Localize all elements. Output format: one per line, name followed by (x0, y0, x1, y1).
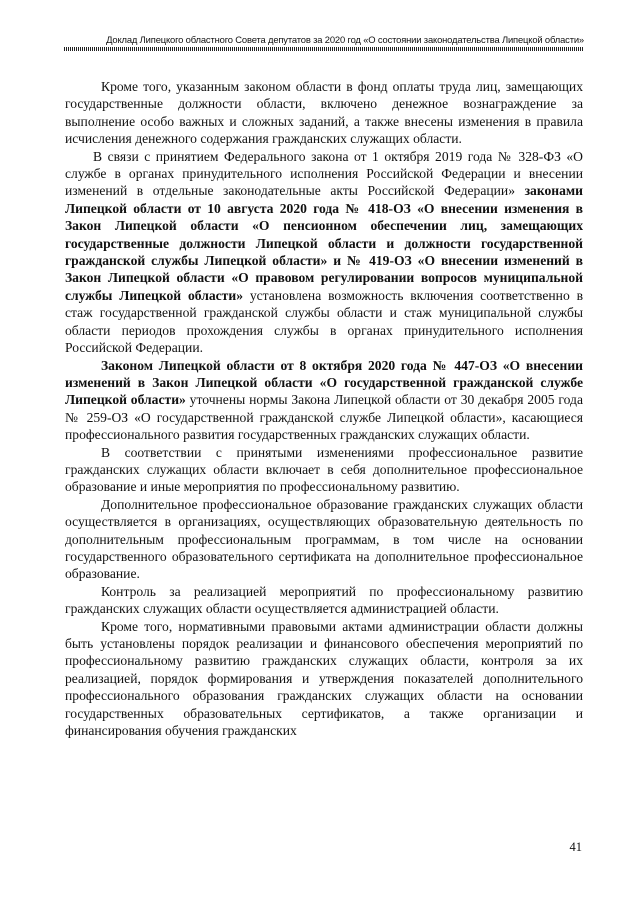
document-body (65, 78, 583, 739)
page-number: 41 (569, 840, 582, 854)
paragraph-2 (65, 148, 583, 357)
paragraph-2-conclusion: установлена возможность включения соответственно в стаж государственной гражданской службы области и стаж муниципальной службы области периодов прохождения службы в органах принудительного исполнения Российской Федерации. (65, 287, 583, 356)
paragraph-6: Контроль за реализацией мероприятий по профессиональному развитию гражданских служащих области осуществляется администрацией области. (65, 583, 583, 617)
running-header: Доклад Липецкого областного Совета депутатов за 2020 год «О состоянии законодательства Липецкой области» (106, 34, 584, 45)
paragraph-5: Дополнительное профессиональное образование гражданских служащих области осуществляется в организациях, осуществляющих образовательную деятельность по дополнительным профессиональным программам, в том числе на основании государственного образовательного сертификата на дополнительное профессиональное образование. (65, 496, 583, 582)
paragraph-3 (65, 357, 583, 444)
header-divider (64, 47, 584, 51)
paragraph-7: Кроме того, нормативными правовыми актами администрации области должны быть установлены порядок реализации и финансового обеспечения мероприятий по профессиональному развитию гражданских служащих области, контроля за их реализацией, порядок формирования и утверждения показателей дополнительного профессионального образования гражданских служащих области на основании государственных образовательных сертификатов, а также организации и финансирования обучения гражданских (65, 618, 583, 739)
paragraph-2-intro: В связи с принятием Федерального закона от 1 октября 2019 года № 328-ФЗ «О службе в органах принудительного исполнения Российской Федерации и внесении изменений в отдельные законодательные акты Российской Федерации» (65, 148, 583, 199)
paragraph-2-laws: законами Липецкой области от 10 августа 2020 года № 418-ОЗ «О внесении изменения в Закон Липецкой области «О пенсионном обеспечении лиц, замещающих государственные должности Липецкой области и должности государственной гражданской службы Липецкой области» и № 419-ОЗ «О внесении изменений в Закон Липецкой области «О правовом регулировании вопросов муниципальной службы Липецкой области» (65, 183, 583, 303)
paragraph-4: В соответствии с принятыми изменениями профессиональное развитие гражданских служащих области включает в себя дополнительное профессиональное образование и иные мероприятия по профессиональному развитию. (65, 444, 583, 495)
paragraph-1: Кроме того, указанным законом области в фонд оплаты труда лиц, замещающих государственные должности области, включено денежное вознаграждение за выполнение особо важных и сложных заданий, а также внесены изменения в правила исчисления денежного содержания гражданских служащих области. (65, 79, 583, 147)
paragraph-3-conclusion: уточнены нормы Закона Липецкой области от 30 декабря 2005 года № 259-ОЗ «О государственной гражданской службе Липецкой области», касающиеся профессионального развития государственных гражданских служащих области. (65, 392, 584, 443)
paragraph-3-law: Законом Липецкой области от 8 октября 2020 года № 447-ОЗ «О внесении изменений в Закон Липецкой области «О государственной гражданской службе Липецкой области» (65, 357, 583, 408)
